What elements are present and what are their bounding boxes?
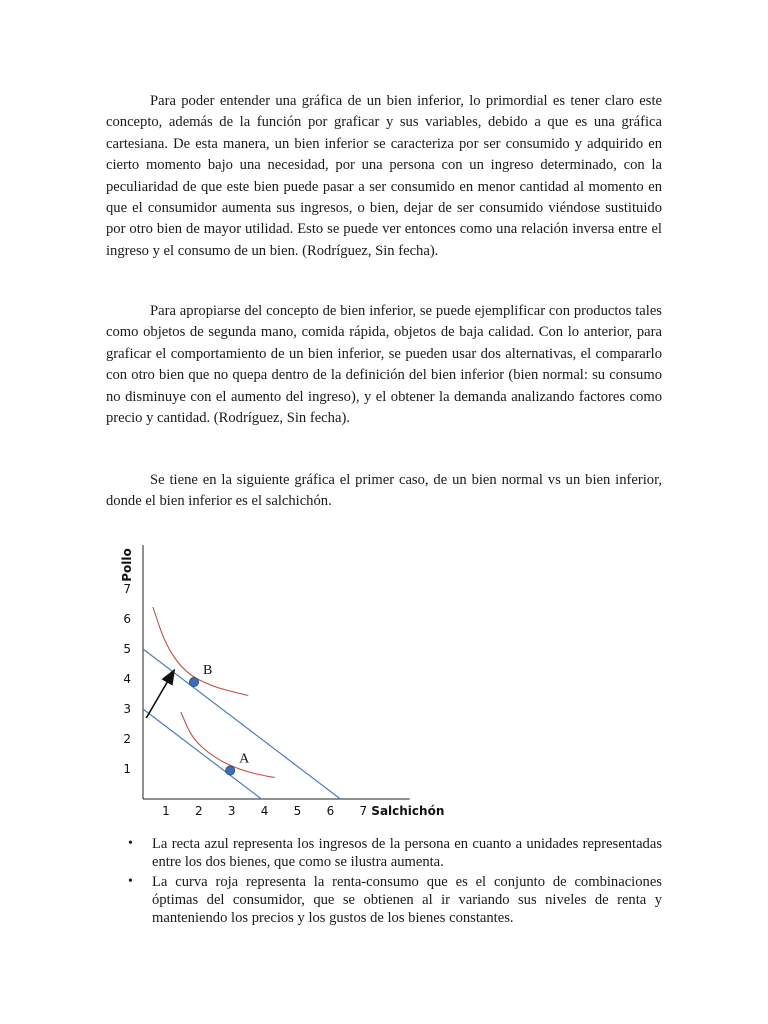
x-axis-label: Salchichón	[371, 804, 445, 818]
y-tick-label: 5	[123, 642, 131, 656]
bullet-text: La curva roja representa la renta-consumo que es el conjunto de combinaciones óptimas del consumidor, que se obtienen al ir variando sus niveles de renta y manteniendo los precios y los gustos de los bienes constantes.	[152, 874, 662, 926]
y-tick-label: 6	[123, 612, 131, 626]
bullet-text: La recta azul representa los ingresos de la persona en cuanto a unidades representadas entre los dos bienes, que como se ilustra aumenta.	[152, 836, 662, 870]
paragraph-3: Se tiene en la siguiente gráfica el primer caso, de un bien normal vs un bien inferior, donde el bien inferior es el salchichón.	[106, 472, 662, 510]
point-label: A	[239, 751, 250, 767]
x-tick-label: 1	[162, 804, 170, 818]
x-tick-label: 3	[227, 804, 236, 818]
bullet-list	[106, 835, 662, 929]
bullet-item-blue-line	[106, 835, 662, 871]
point-marker	[226, 766, 235, 775]
x-tick-label: 4	[260, 804, 269, 818]
x-tick-label: 2	[194, 804, 203, 818]
x-tick-label: 6	[326, 804, 335, 818]
y-tick-label: 3	[123, 702, 131, 716]
paragraph-1: Para poder entender una gráfica de un bien inferior, lo primordial es tener claro este concepto, además de la función por graficar y sus variables, debido a que es una gráfica cartesiana. De esta manera, un bien inferior se caracteriza por ser consumido y adquirido en cierto momento bajo una necesidad, por una persona con un ingreso determinado, con la peculiaridad de que este bien puede pasar a ser consumido en menor cantidad al momento en que el consumidor aumenta sus ingresos, o bien, dejar de ser consumido viéndose sustituido por otro bien de mayor utilidad. Esto se puede ver entonces como una relación inversa entre el ingreso y el consumo de un bien. (Rodríguez, Sin fecha).	[106, 93, 662, 259]
bullet-icon: •	[128, 874, 133, 889]
y-tick-label: 2	[123, 732, 131, 746]
income-consumption-chart	[100, 525, 460, 825]
bullet-item-red-curve	[106, 873, 662, 927]
y-tick-label: 4	[123, 672, 131, 686]
y-tick-label: 7	[123, 582, 131, 596]
paragraph-2: Para apropiarse del concepto de bien inferior, se puede ejemplificar con productos tales como objetos de segunda mano, comida rápida, objetos de baja calidad. Con lo anterior, para graficar el comportamiento de un bien inferior, se pueden usar dos alternativas, el compararlo con otro bien que no quepa dentro de la definición del bien inferior (bien normal: su consumo no disminuye con el aumento del ingreso), y el obtener la demanda analizando factores como precio y cantidad. (Rodríguez, Sin fecha).	[106, 303, 662, 427]
y-axis-label: Pollo	[120, 548, 134, 582]
point-marker	[189, 678, 198, 687]
point-label: B	[202, 663, 213, 678]
x-tick-label: 7	[359, 804, 368, 818]
shift-arrow	[146, 670, 174, 718]
x-tick-label: 5	[293, 804, 302, 818]
y-tick-label: 1	[123, 762, 131, 776]
bullet-icon: •	[128, 836, 133, 851]
